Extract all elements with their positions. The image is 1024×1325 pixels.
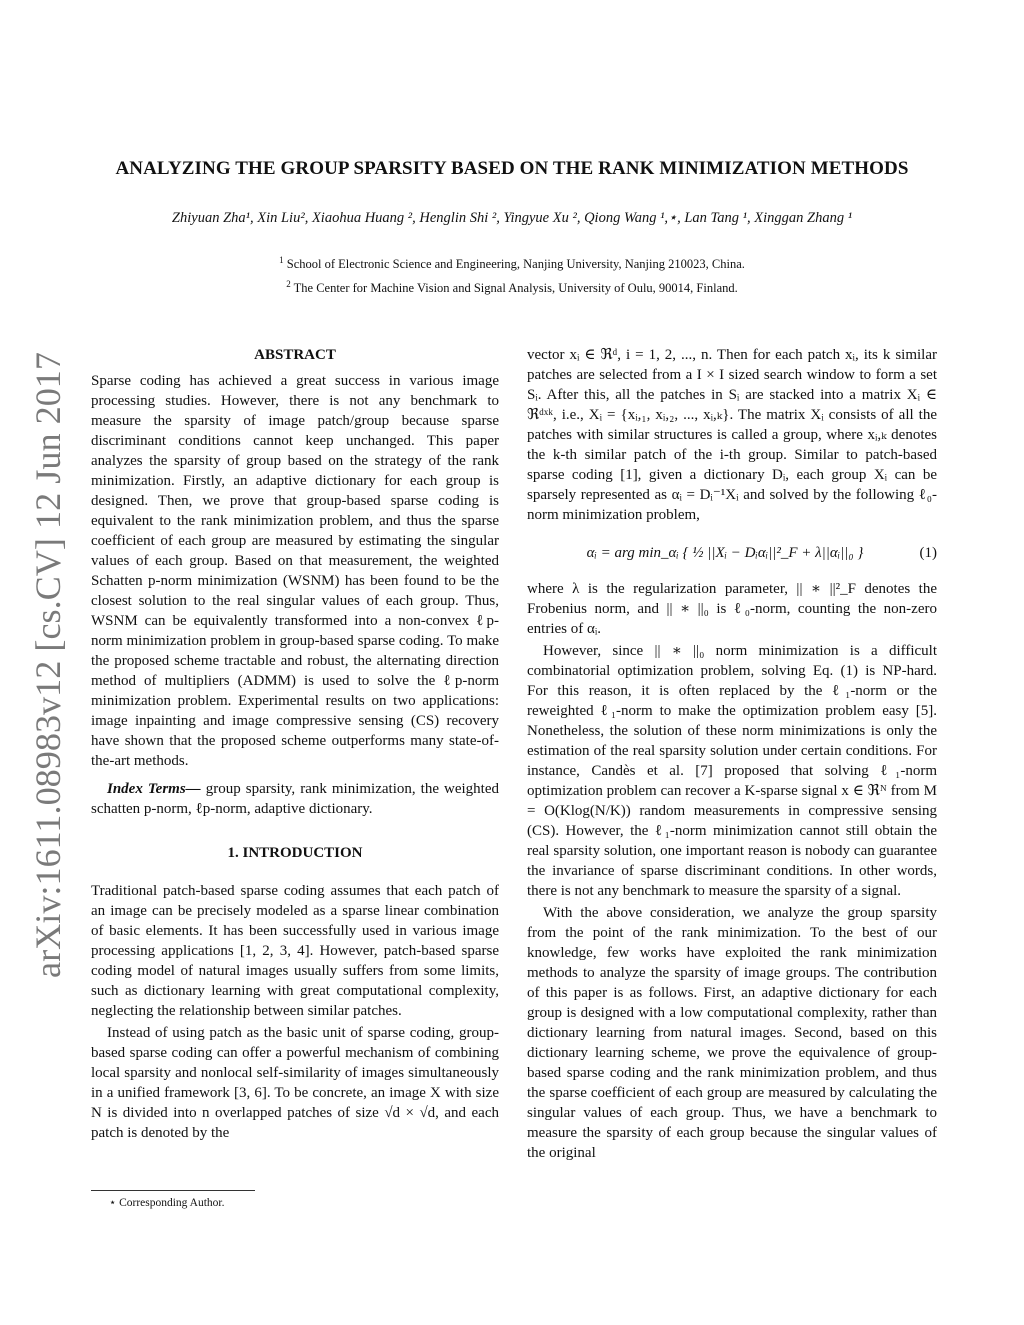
affiliation-1-mark: 1 [279, 254, 284, 265]
intro-paragraph-2: Instead of using patch as the basic unit of sparse coding, group-based sparse coding can offer a powerful mechanism of combining local sparsity and nonlocal self-similarity of images simultaneously in a unified framework [3, 6]. To be concrete, an image X with size N is divided into n overlapped patches of size √d × √d, and each patch is denoted by the [91, 1025, 499, 1141]
index-terms-text: group sparsity, rank minimization, the weighted schatten p-norm, ℓp-norm, adaptive dictionary. [91, 781, 500, 817]
footnote-text: ⋆ Corresponding Author. [109, 1197, 225, 1209]
footnote [91, 1190, 499, 1209]
index-terms [91, 779, 499, 819]
arxiv-stamp [8, 350, 80, 980]
affiliation-2-mark: 2 [286, 278, 291, 289]
equation-1-number: (1) [919, 545, 937, 561]
right-paragraph-4: With the above consideration, we analyze the group sparsity from the point of the rank minimization. To the best of our knowledge, few works have exploited the rank minimization methods to analyze the sparsity of image groups. The contribution of this paper is as follows. First, an adaptive dictionary for each group is designed with a low computational complexity, rather than dictionary learning from natural images. Second, based on this dictionary learning scheme, we prove the equivalence of group-based sparse coding and the rank minimization problem, and thus the sparse coefficient of each group are measured by calculating the singular values of each group. Thus, we have a benchmark to measure the sparsity of each group because the singular values of the original [527, 905, 937, 1161]
footnote-rule [91, 1190, 255, 1191]
right-paragraph-1: vector xᵢ ∈ ℜᵈ, i = 1, 2, ..., n. Then for each patch xᵢ, its k similar patches are selected from a I × I sized search window to form a set Sᵢ. After this, all the patches in Sᵢ are stacked into a matrix Xᵢ ∈ ℜᵈˣᵏ, i.e., Xᵢ = {xᵢ,₁, xᵢ,₂, ..., xᵢ,ₖ}. The matrix Xᵢ consists of all the patches with similar structures is called a group, where xᵢ,ₖ denotes the k-th similar patch of the i-th group. Similar to patch-based sparse coding [1], given a dictionary Dᵢ, each group Xᵢ can be sparsely represented as αᵢ = Dᵢ⁻¹Xᵢ and solved by the following ℓ₀-norm minimization problem, [527, 347, 937, 523]
right-paragraph-3: However, since || ∗ ||₀ norm minimization is a difficult combinatorial optimization problem, solving Eq. (1) is NP-hard. For this reason, it is often replaced by the ℓ₁-norm or the reweighted ℓ₁-norm to make the optimization problem easy [5]. Nonetheless, the solution of these norm minimizations is only the estimation of the real sparsity solution under certain conditions. For instance, Candès et al. [7] proposed that solving ℓ₁-norm optimization problem can recover a K-sparse signal x ∈ ℜᴺ from M = O(Klog(N/K)) random measurements in compressive sensing (CS). However, the ℓ₁-norm minimization cannot still obtain the real sparsity solution, one important reason is nobody can guarantee the invariance of sparse discriminant conditions. In other words, there is not any benchmark to measure the sparsity of a signal. [527, 643, 937, 899]
abstract-heading: ABSTRACT [254, 347, 336, 363]
abstract-text: Sparse coding has achieved a great success in various image processing studies. However, there is not any benchmark to measure the sparsity of image patch/group because sparse discriminant conditions cannot keep unchanged. This paper analyzes the sparsity of group based on the strategy of the rank minimization. Firstly, an adaptive dictionary for each group is designed. Then, we prove that group-based sparse coding is equivalent to the rank minimization problem, and thus the sparse coefficient of each group are measured by estimating the singular values of each group. Based on that measurement, the weighted Schatten p-norm minimization (WSNM) has been found to be the closest solution to the real singular values of each group. Thus, WSNM can be equivalently transformed into a non-convex ℓp-norm minimization problem in group-based sparse coding. To make the proposed scheme tractable and robust, the alternating direction method of multipliers (ADMM) is used to solve the ℓp-norm minimization problem. Experimental results on two applications: image inpainting and image compressive sensing (CS) recovery have shown that the proposed scheme outperforms many state-of-the-art methods. [91, 373, 499, 769]
affiliation-1 [60, 254, 964, 272]
author-list: Zhiyuan Zha¹, Xin Liu², Xiaohua Huang ², Henglin Shi ², Yingyue Xu ², Qiong Wang ¹,⋆, Lan Tang ¹, Xinggan Zhang ¹ [171, 210, 853, 226]
index-terms-label: Index Terms— [107, 781, 201, 797]
equation-1 [527, 543, 937, 563]
affiliation-1-text: School of Electronic Science and Engineering, Nanjing University, Nanjing 210023, China. [286, 257, 745, 271]
affiliation-2-text: The Center for Machine Vision and Signal Analysis, University of Oulu, 90014, Finland. [293, 281, 738, 295]
equation-1-body: αᵢ = arg min_αᵢ { ½ ||Xᵢ − Dᵢαᵢ||²_F + λ||αᵢ||₀ } [586, 545, 864, 561]
intro-paragraph-1: Traditional patch-based sparse coding assumes that each patch of an image can be precisely modeled as a sparse linear combination of basic elements. It has been successfully used in various image processing applications [1, 2, 3, 4]. However, patch-based sparse coding model of natural images usually suffers from some limits, such as dictionary learning with great computational complexity, neglecting the relationship between similar patches. [91, 883, 499, 1019]
left-column [91, 345, 499, 1143]
arxiv-stamp-text: arXiv:1611.08983v12 [cs.CV] 12 Jun 2017 [28, 355, 68, 978]
paper-title: ANALYZING THE GROUP SPARSITY BASED ON THE RANK MINIMIZATION METHODS [115, 158, 909, 179]
right-paragraph-2: where λ is the regularization parameter, || ∗ ||²_F denotes the Frobenius norm, and || ∗ ||₀ is ℓ₀-norm, counting the non-zero entries of αᵢ. [527, 581, 937, 637]
right-column [527, 345, 937, 1163]
affiliation-2 [60, 278, 964, 296]
introduction-heading: 1. INTRODUCTION [227, 845, 363, 861]
